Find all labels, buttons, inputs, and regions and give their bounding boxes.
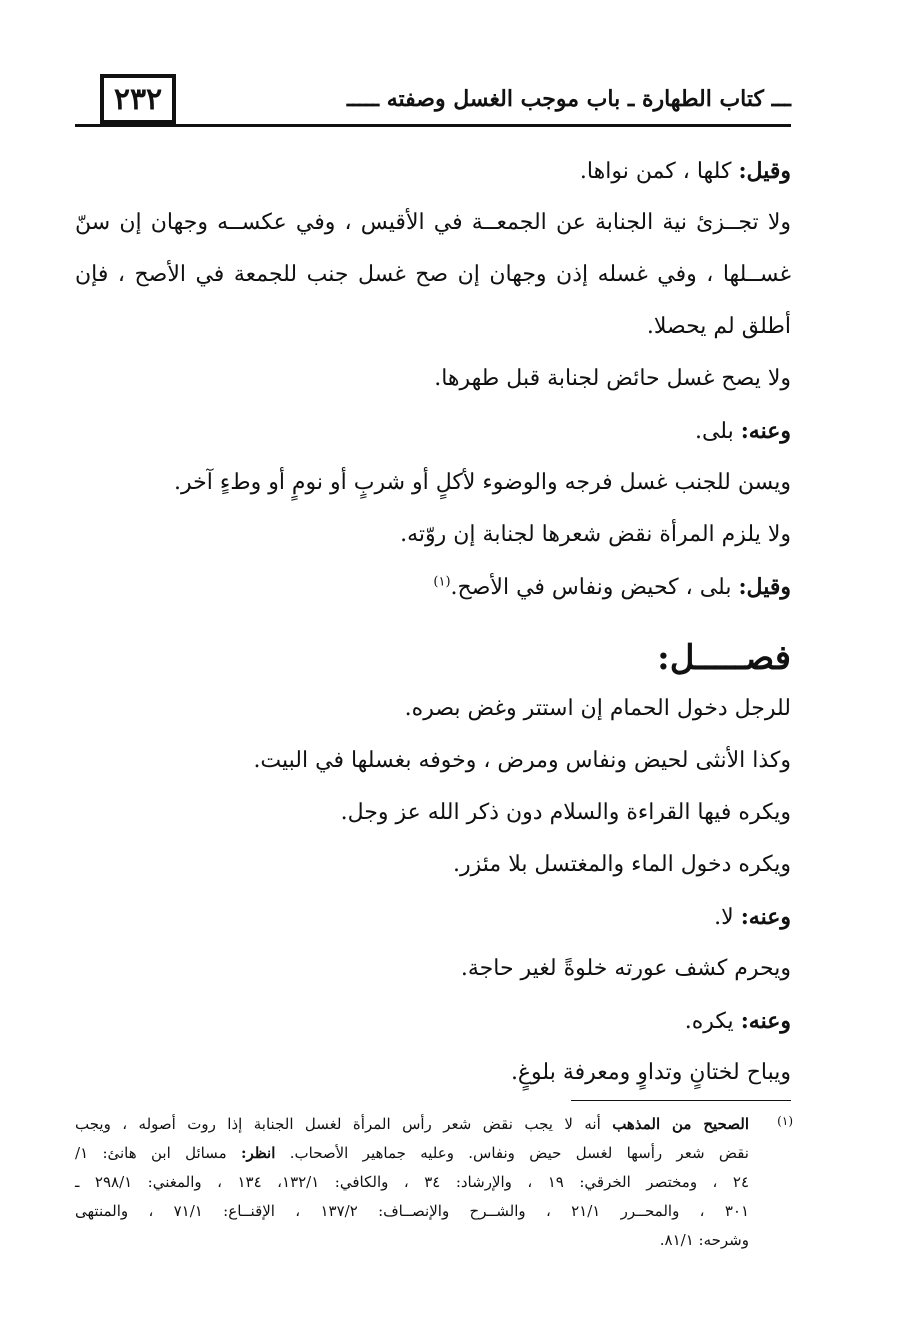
page-number: ٢٣٢ <box>100 74 176 124</box>
footnote-marker: (١) <box>777 1114 793 1128</box>
body-line <box>75 405 791 457</box>
line-text: ويباح لختانٍ وتداوٍ ومعرفة بلوغٍ. <box>510 1060 791 1085</box>
line-text: بلى. <box>694 419 741 444</box>
body-line <box>75 839 791 891</box>
footnote-separator <box>571 1100 791 1101</box>
line-text: كلها ، كمن نواها. <box>579 159 739 184</box>
line-text: ويكره دخول الماء والمغتسل بلا مئزر. <box>453 852 791 877</box>
body-line <box>75 943 791 995</box>
running-head <box>75 60 791 130</box>
line-text: للرجل دخول الحمام إن استتر وغض بصره. <box>404 696 791 721</box>
body-line <box>75 735 791 787</box>
body-line <box>75 457 791 509</box>
footnote-line <box>75 1168 749 1197</box>
body-line <box>75 509 791 561</box>
footnote-line <box>75 1139 749 1168</box>
line-text: غســلها ، وفي غسله إذن وجهان إن صح غسل جنب للجمعة في الأصح ، فإن <box>75 262 791 287</box>
keyword: وعنه: <box>740 1008 791 1034</box>
body-line <box>75 1047 791 1099</box>
footnote-line <box>75 1110 749 1139</box>
see-label: انظر: <box>240 1144 276 1162</box>
section-heading: فصـــــل: <box>657 638 791 678</box>
line-text: وكذا الأنثى لحيض ونفاس ومرض ، وخوفه بغسلها في البيت. <box>253 748 791 773</box>
footnote-lines <box>75 1110 749 1255</box>
keyword: وعنه: <box>740 904 791 930</box>
body-line <box>75 197 791 249</box>
book-page <box>75 60 791 1300</box>
body-text <box>75 145 791 1099</box>
line-text: ولا يلزم المرأة نقض شعرها لجنابة إن روّته. <box>400 522 791 547</box>
body-line <box>75 891 791 943</box>
line-text: ولا يصح غسل حائض لجنابة قبل طهرها. <box>434 366 791 391</box>
body-line <box>75 145 791 197</box>
line-text: ويكره فيها القراءة والسلام دون ذكر الله عز وجل. <box>340 800 791 825</box>
body-line <box>75 249 791 301</box>
keyword: وعنه: <box>740 418 791 444</box>
line-text: أنه لا يجب نقض شعر رأس المرأة لغسل الجنابة إذا روت أصوله ، ويجب <box>75 1115 613 1133</box>
line-text: بلى ، كحيض ونفاس في الأصح. <box>450 575 739 600</box>
footnote <box>75 1110 791 1255</box>
footnote-line <box>75 1197 749 1226</box>
keyword: وقيل: <box>738 574 791 600</box>
running-head-rule <box>75 124 791 127</box>
footnote-reference[interactable]: (١) <box>433 574 451 590</box>
body-line <box>75 995 791 1047</box>
body-line <box>75 301 791 353</box>
body-line <box>75 787 791 839</box>
line-text: نقض شعر رأسها لغسل حيض ونفاس. وعليه جماهير الأصحاب. <box>275 1144 749 1162</box>
line-text: وشرحه: ٨١/١. <box>659 1231 749 1249</box>
keyword: الصحيح من المذهب <box>612 1115 749 1133</box>
see-text: مسائل ابن هانئ: ١/ <box>75 1144 241 1162</box>
keyword: وقيل: <box>738 158 791 184</box>
line-text: ٣٠١ ، والمحــرر ٢١/١ ، والشــرح والإنصــاف: ١٣٧/٢ ، الإقنــاع: ٧١/١ ، والمنتهى <box>75 1202 749 1220</box>
line-text: ٢٤ ، ومختصر الخرقي: ١٩ ، والإرشاد: ٣٤ ، والكافي: ١٣٢/١، ١٣٤ ، والمغني: ٢٩٨/١ ـ <box>75 1173 750 1191</box>
line-text: لا. <box>714 905 741 930</box>
line-text: ويحرم كشف عورته خلوةً لغير حاجة. <box>460 956 791 981</box>
body-line <box>75 561 791 613</box>
line-text: ولا تجــزئ نية الجنابة عن الجمعــة في الأقيس ، وفي عكســه وجهان إن سنّ <box>75 210 791 235</box>
body-line <box>75 683 791 735</box>
running-head-title: ـــ كتاب الطهارة ـ باب موجب الغسل وصفته ـــــ <box>346 86 791 112</box>
line-text: أطلق لم يحصلا. <box>646 314 791 339</box>
line-text: يكره. <box>684 1009 741 1034</box>
line-text: ويسن للجنب غسل فرجه والوضوء لأكلٍ أو شربٍ أو نومٍ أو وطءٍ آخر. <box>174 470 791 495</box>
body-line <box>75 353 791 405</box>
footnote-line <box>75 1226 749 1255</box>
